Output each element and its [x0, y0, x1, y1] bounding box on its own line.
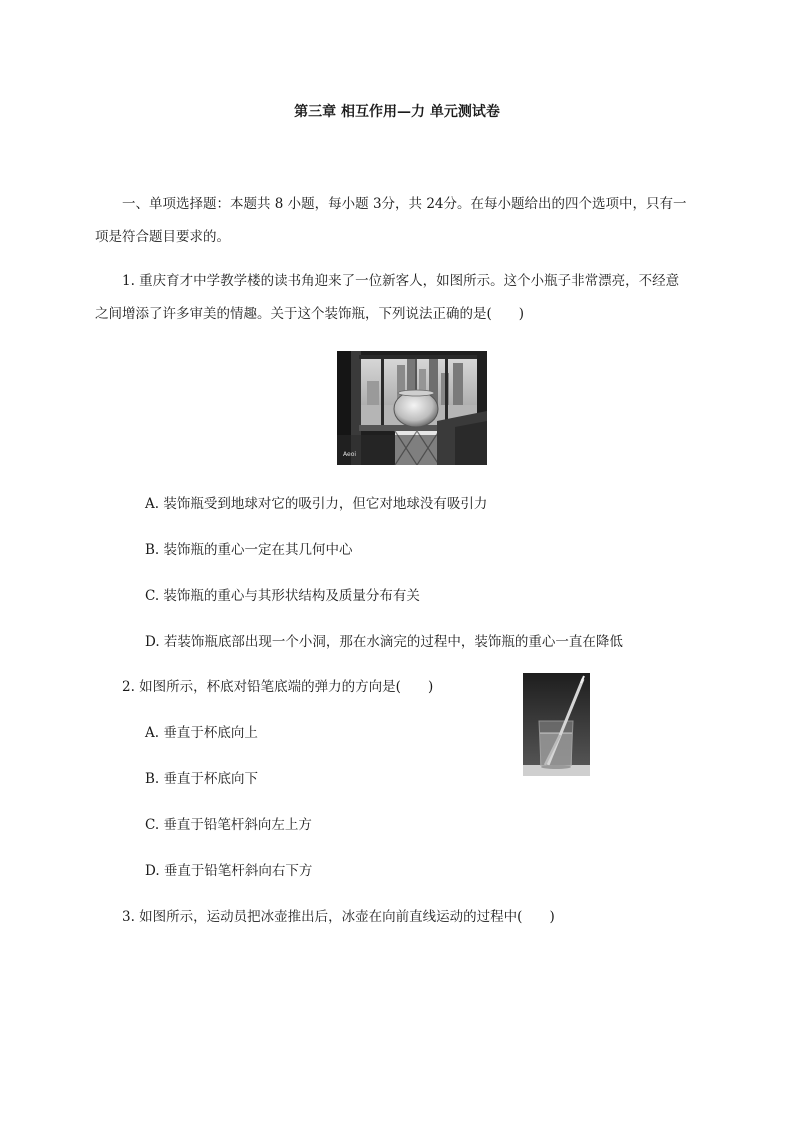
- question-2-option-d: D. 垂直于铅笔杆斜向右下方: [145, 863, 313, 879]
- question-1-option-d: D. 若装饰瓶底部出现一个小洞，那在水滴完的过程中，装饰瓶的重心一直在降低: [145, 634, 623, 650]
- question-2-option-b: B. 垂直于杯底向下: [145, 771, 259, 787]
- pencil-in-glass-photo: [523, 673, 590, 776]
- question-2-stem: 2. 如图所示，杯底对铅笔底端的弹力的方向是( ): [122, 679, 434, 695]
- decorative-bottle-photo: [337, 351, 487, 465]
- question-1-option-a: A. 装饰瓶受到地球对它的吸引力，但它对地球没有吸引力: [145, 496, 488, 512]
- pencil-glass-illustration: [523, 673, 590, 776]
- section-instructions-line2: 项是符合题目要求的。: [95, 229, 230, 245]
- page-title: 第三章 相互作用—力 单元测试卷: [294, 104, 500, 120]
- question-3-stem: 3. 如图所示，运动员把冰壶推出后，冰壶在向前直线运动的过程中( ): [122, 909, 555, 925]
- section-instructions-line1: 一、单项选择题：本题共 8 小题，每小题 3分，共 24分。在每小题给出的四个选项中，只有一: [122, 196, 687, 212]
- photo-signature: Aeoi: [343, 451, 357, 458]
- question-2-option-a: A. 垂直于杯底向上: [145, 725, 258, 741]
- window-bottle-illustration: [337, 351, 487, 465]
- question-1-option-c: C. 装饰瓶的重心与其形状结构及质量分布有关: [145, 588, 420, 604]
- question-1-stem-line2: 之间增添了许多审美的情趣。关于这个装饰瓶，下列说法正确的是( ): [95, 306, 525, 322]
- question-2-option-c: C. 垂直于铅笔杆斜向左上方: [145, 817, 312, 833]
- question-1-option-b: B. 装饰瓶的重心一定在其几何中心: [145, 542, 353, 558]
- question-1-stem-line1: 1. 重庆育才中学教学楼的读书角迎来了一位新客人，如图所示。这个小瓶子非常漂亮，不经意: [122, 273, 680, 289]
